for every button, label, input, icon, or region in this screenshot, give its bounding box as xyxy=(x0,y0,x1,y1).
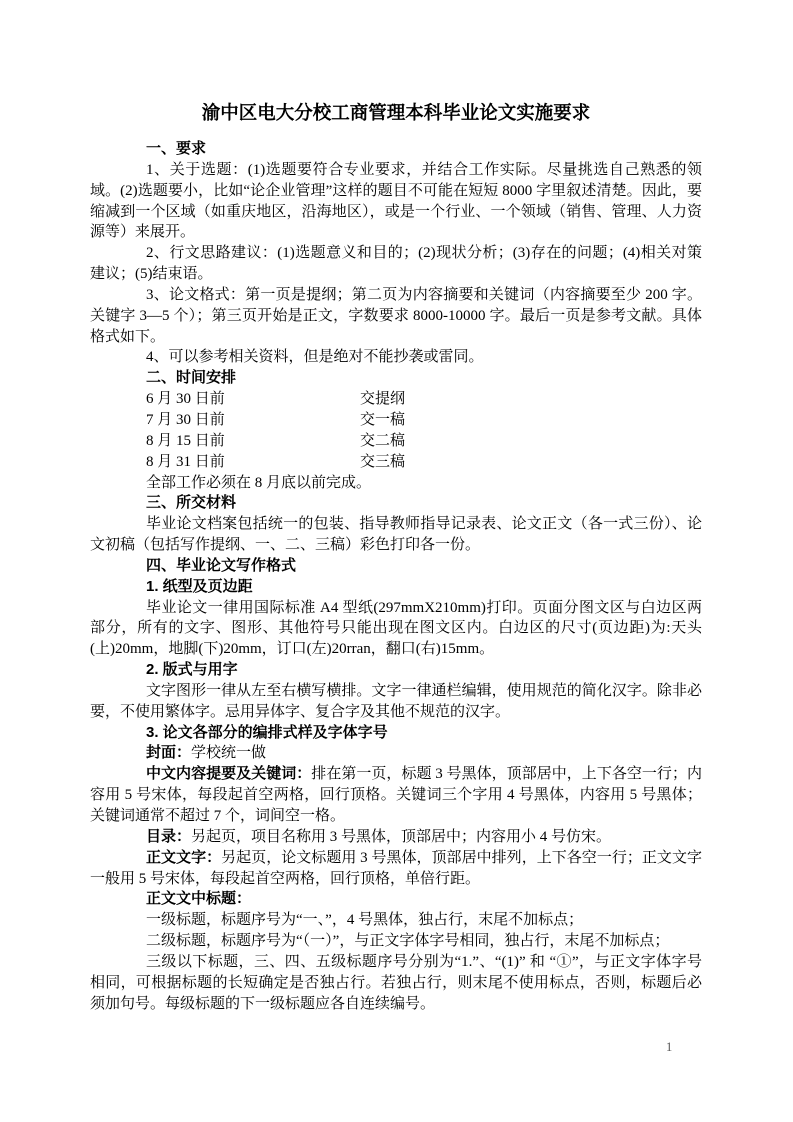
paragraph-text: 全部工作必须在 8 月底以前完成。 xyxy=(146,474,372,491)
paragraph xyxy=(90,347,702,368)
paragraph-text: 学校统一做 xyxy=(191,745,267,762)
paragraph-lead: 目录： xyxy=(146,827,192,845)
schedule-date: 8 月 15 日前 xyxy=(146,432,225,449)
paragraph xyxy=(90,743,702,764)
schedule-item: 交三稿 xyxy=(360,453,406,470)
paragraph xyxy=(90,514,702,556)
section-heading: 一、要求 xyxy=(146,140,207,157)
paragraph-lead: 正文文字： xyxy=(146,848,222,866)
section-heading: 1. 纸型及页边距 xyxy=(146,577,253,595)
schedule-row xyxy=(90,389,702,410)
paragraph xyxy=(90,910,702,931)
section-heading: 正文文中标题： xyxy=(146,890,252,908)
schedule-date: 8 月 31 日前 xyxy=(146,453,225,470)
section-heading: 二、时间安排 xyxy=(146,369,237,387)
paragraph xyxy=(90,160,702,243)
paragraph-text: 一级标题，标题序号为“一、”，4 号黑体，独占行，末尾不加标点； xyxy=(146,912,584,929)
paragraph xyxy=(90,598,702,661)
paragraph xyxy=(90,931,702,952)
paragraph xyxy=(90,681,702,723)
paragraph xyxy=(90,764,702,827)
page-number: 1 xyxy=(666,1040,673,1054)
schedule-row xyxy=(90,410,702,431)
schedule-row xyxy=(90,452,702,473)
paragraph xyxy=(90,827,702,848)
schedule-date: 6 月 30 日前 xyxy=(146,391,225,408)
paragraph xyxy=(90,848,702,890)
schedule-row xyxy=(90,431,702,452)
schedule-item: 交二稿 xyxy=(360,432,406,449)
schedule-item: 交一稿 xyxy=(360,411,406,428)
section-heading: 三、所交材料 xyxy=(146,494,237,512)
document-title: 渝中区电大分校工商管理本科毕业论文实施要求 xyxy=(201,102,591,123)
paragraph-text: 另起页，项目名称用 3 号黑体，顶部居中；内容用小 4 号仿宋。 xyxy=(191,828,612,845)
paragraph xyxy=(90,243,702,285)
paragraph-text: 三级以下标题，三、四、五级标题序号分别为“1.”、“(1)” 和 “①”，与正文字体字号相同，可根据标题的长短确定是否独占行。若独占行，则末尾不使用标点，否则，标题后必须加句号。每级标题的下一级标题应各自连续编号。 xyxy=(90,953,702,1012)
paragraph xyxy=(90,285,702,348)
paragraph-text: 排在第一页，标题 3 号黑体，顶部居中，上下各空一行；内容用 5 号宋体，每段起首空两格，回行顶格。关键词三个字用 4 号黑体，内容用 5 号黑体；关键词通常不超过 7 个，词间空一格。 xyxy=(90,766,702,824)
paragraph xyxy=(90,952,702,1015)
paragraph-text: 3、论文格式：第一页是提纲；第二页为内容摘要和关键词（内容摘要至少 200 字。关键字 3—5 个）；第三页开始是正文，字数要求 8000-10000 字。最后一页是参考文献。具体格式如下。 xyxy=(90,286,702,345)
paragraph xyxy=(90,473,702,494)
paragraph-text: 毕业论文档案包括统一的包装、指导教师指导记录表、论文正文（各一式三份）、论文初稿（包括写作提纲、一、二、三稿）彩色打印各一份。 xyxy=(90,516,702,554)
paragraph-text: 4、可以参考相关资料，但是绝对不能抄袭或雷同。 xyxy=(146,349,484,366)
section-heading: 四、毕业论文写作格式 xyxy=(146,556,297,574)
section-heading: 2. 版式与用字 xyxy=(146,661,238,679)
paragraph-text: 文字图形一律从左至右横写横排。文字一律通栏编辑，使用规范的简化汉字。除非必要，不使用繁体字。忌用异体字、复合字及其他不规范的汉字。 xyxy=(90,682,702,720)
paragraph-text: 毕业论文一律用国际标准 A4 型纸(297mmX210mm)打印。页面分图文区与白边区两部分，所有的文字、图形、其他符号只能出现在图文区内。白边区的尺寸(页边距)为:天头(上)20mm，地脚(下)20mm，订口(左)20rran，翻口(右)15mm。 xyxy=(90,599,702,658)
paragraph-text: 1、关于选题：(1)选题要符合专业要求，并结合工作实际。尽量挑选自己熟悉的领域。(2)选题要小，比如“论企业管理”这样的题目不可能在短短 8000 字里叙述清楚。因此，要缩减到一个区域（如重庆地区，沿海地区），或是一个行业、一个领域（销售、管理、人力资源等）来展开。 xyxy=(90,161,702,241)
paragraph-text: 二级标题，标题序号为“（一）”，与正文字体字号相同，独占行，末尾不加标点； xyxy=(146,933,670,950)
paragraph-text: 2、行文思路建议：(1)选题意义和目的；(2)现状分析；(3)存在的问题；(4)相关对策建议；(5)结束语。 xyxy=(90,245,702,283)
paragraph-lead: 中文内容提要及关键词： xyxy=(146,765,312,783)
section-heading: 3. 论文各部分的编排式样及字体字号 xyxy=(146,723,388,741)
document-body xyxy=(90,139,702,1014)
paragraph-lead: 封面： xyxy=(146,744,192,762)
schedule-date: 7 月 30 日前 xyxy=(146,411,225,428)
paragraph-text: 另起页，论文标题用 3 号黑体，顶部居中排列，上下各空一行；正文文字一般用 5 号宋体，每段起首空两格，回行顶格，单倍行距。 xyxy=(90,849,702,887)
document-content xyxy=(90,0,702,1014)
schedule-item: 交提纲 xyxy=(360,391,406,408)
